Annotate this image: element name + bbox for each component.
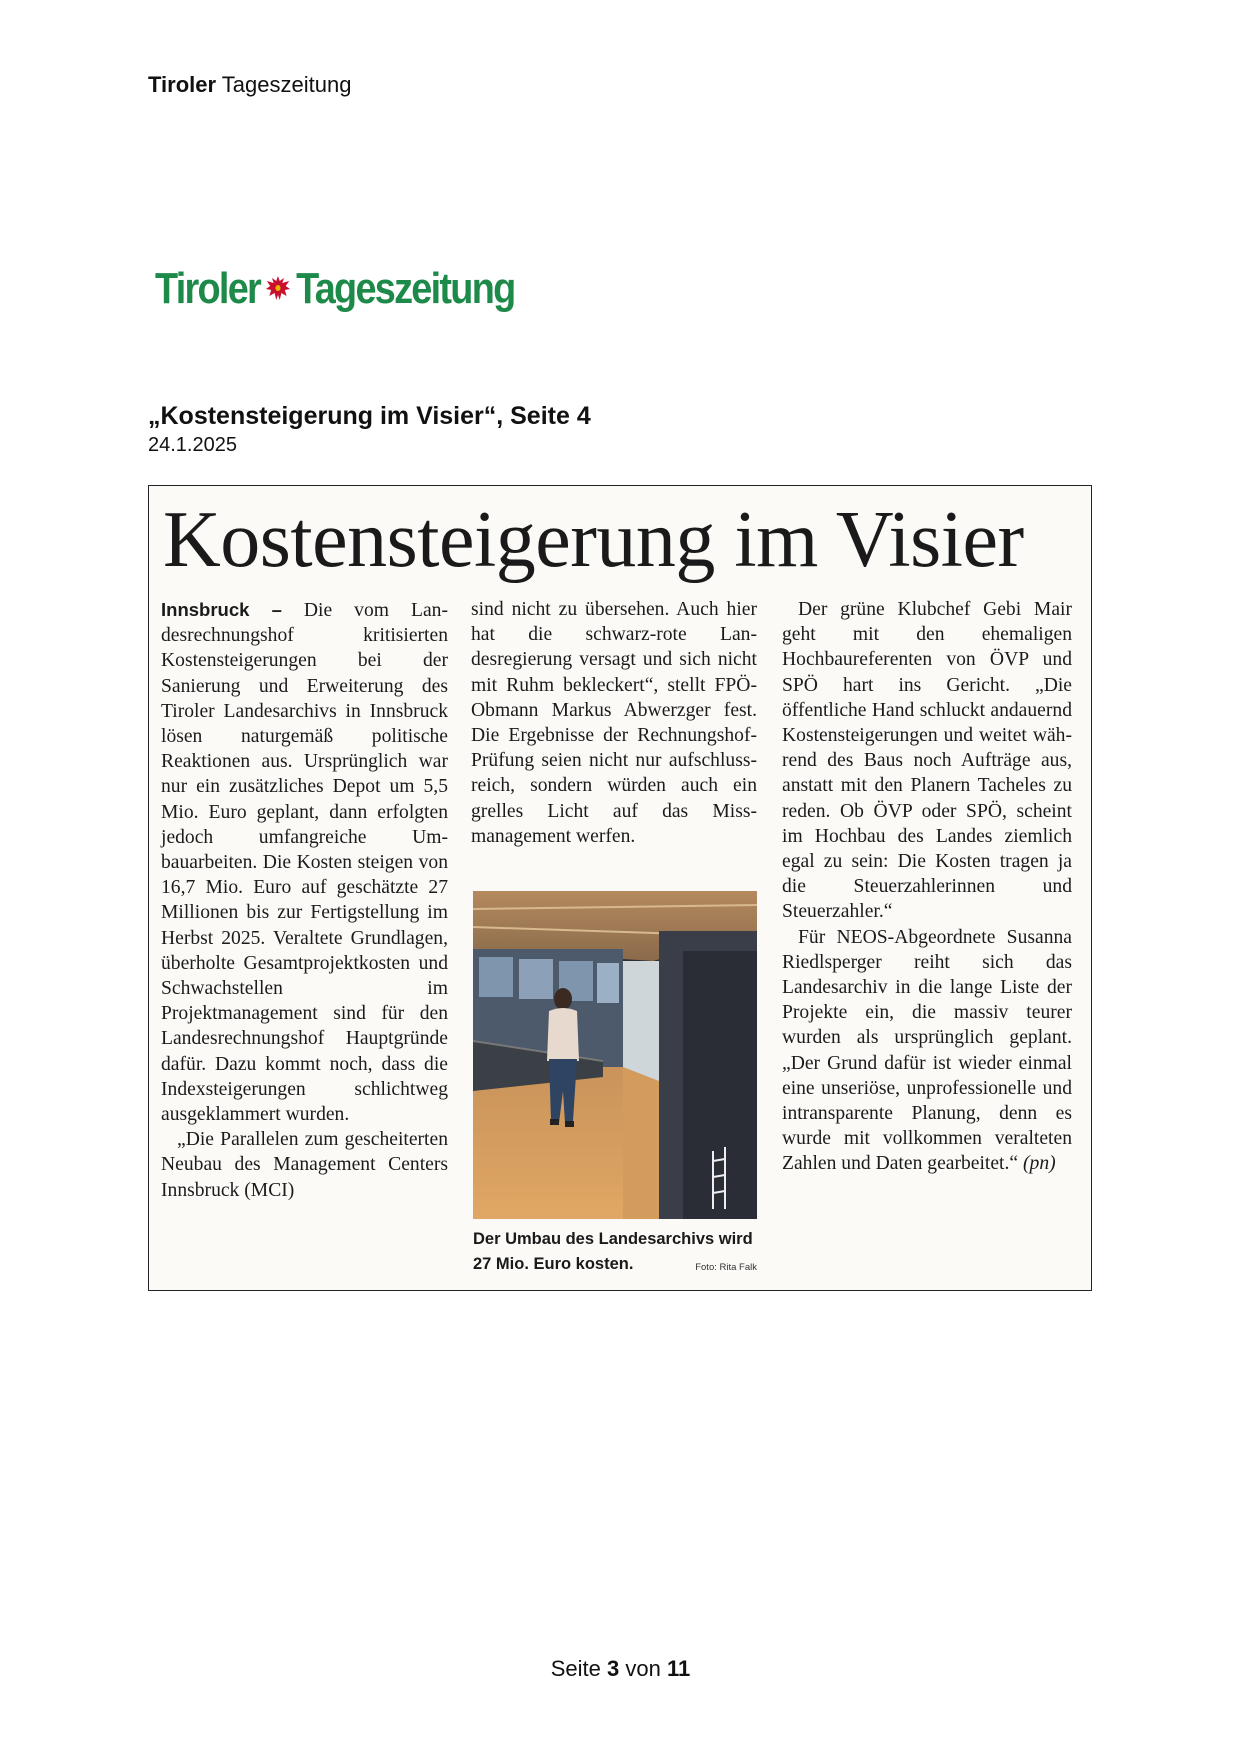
article-photo: [473, 891, 757, 1219]
corridor-photo-illustration: [473, 891, 757, 1219]
author-signature: (pn): [1023, 1153, 1056, 1175]
article-dateline: Innsbruck –: [161, 599, 282, 620]
header-brand-bold: Tiroler: [148, 72, 217, 97]
footer-current-page: 3: [607, 1656, 620, 1681]
article-column-1: [161, 597, 448, 1203]
article-paragraph: [782, 925, 1072, 1177]
tyrol-eagle-icon: [263, 272, 292, 306]
article-column-2: [471, 597, 757, 849]
header-brand-rest: Tageszeitung: [221, 72, 352, 97]
article-text: Für NEOS-Abgeordnete Susanna Riedlsperger reiht sich das Landesarchiv in die lange Liste der Projekte ein, die massiv teurer wurden als ursprünglich geplant. „Der Grund dafür ist wieder einmal eine unseriöse, unprofessionelle und intransparente Planung, denn es wurde mit vollkommen veralteten Zahlen und Daten gearbeitet.“: [782, 926, 1072, 1175]
logo-text-right: Tageszeitung: [296, 264, 515, 313]
article-paragraph: sind nicht zu übersehen. Auch hier hat die schwarz-rote Landesregierung versagt und sich nicht mit Ruhm bekleckert“, stellt FPÖ-Obmann Markus Abwerzger fest. Die Ergebnisse der Rechnungshof-Prüfung seien nicht nur aufschlussreich, sondern würden auch ein grelles Licht auf das Missmanagement werfen.: [471, 599, 757, 847]
photo-credit: Foto: Rita Falk: [695, 1262, 757, 1273]
photo-caption-text: Der Umbau des Landesarchivs wird 27 Mio. Euro kosten.: [473, 1230, 753, 1273]
article-paragraph: Der grüne Klubchef Gebi Mair geht mit den ehemaligen Hochbaureferenten von ÖVP und SPÖ hart ins Gericht. „Die öffentliche Hand schluckt andauernd Kostensteigerungen und weitet während des Baus noch Aufträge aus, anstatt mit den Planern Tacheles zu reden. Ob ÖVP oder SPÖ, scheint im Hochbau des Landes ziemlich egal zu sein: Die Kosten tragen ja die Steuerzahlerinnen und Steuerzahler.“: [782, 599, 1072, 923]
footer-middle: von: [625, 1656, 661, 1681]
page-footer: [0, 1656, 1241, 1682]
article-text: Die vom Landesrechnungshof kritisierten Kostensteigerungen bei der Sanierung und Erweiterung des Tiroler Landesarchivs in Innsbruck lösen naturgemäß politische Reaktionen aus. Ursprünglich war nur ein zusätzliches Depot um 5,5 Mio. Euro geplant, dann erfolgten jedoch umfangreiche Umbauarbeiten. Die Kosten steigen von 16,7 Mio. Euro auf geschätzte 27 Millionen bis zur Fertigstellung im Herbst 2025. Veraltete Grundlagen, überholte Gesamtprojektkosten und Schwachstellen im Projektmanagement sind für den Landesrechnungshof Hauptgründe dafür. Dazu kommt noch, dass die Indexsteigerungen schlichtweg ausgeklammert wurden.: [161, 600, 448, 1126]
newspaper-logo: [155, 264, 514, 314]
photo-caption: [473, 1227, 757, 1277]
logo-text-left: Tiroler: [155, 264, 261, 313]
article-column-3: [782, 597, 1072, 1177]
document-header: [148, 72, 351, 98]
article-clipping: [148, 485, 1092, 1291]
article-headline: Kostensteigerung im Visier: [163, 496, 1024, 584]
article-paragraph: [161, 597, 448, 1127]
footer-prefix: Seite: [550, 1656, 601, 1681]
clipping-title: „Kostensteigerung im Visier“, Seite 4: [148, 402, 591, 430]
article-paragraph: „Die Parallelen zum gescheiterten Neubau des Management Centers Innsbruck (MCI): [161, 1129, 448, 1201]
clipping-date: 24.1.2025: [148, 434, 237, 456]
footer-total-pages: 11: [667, 1656, 691, 1681]
